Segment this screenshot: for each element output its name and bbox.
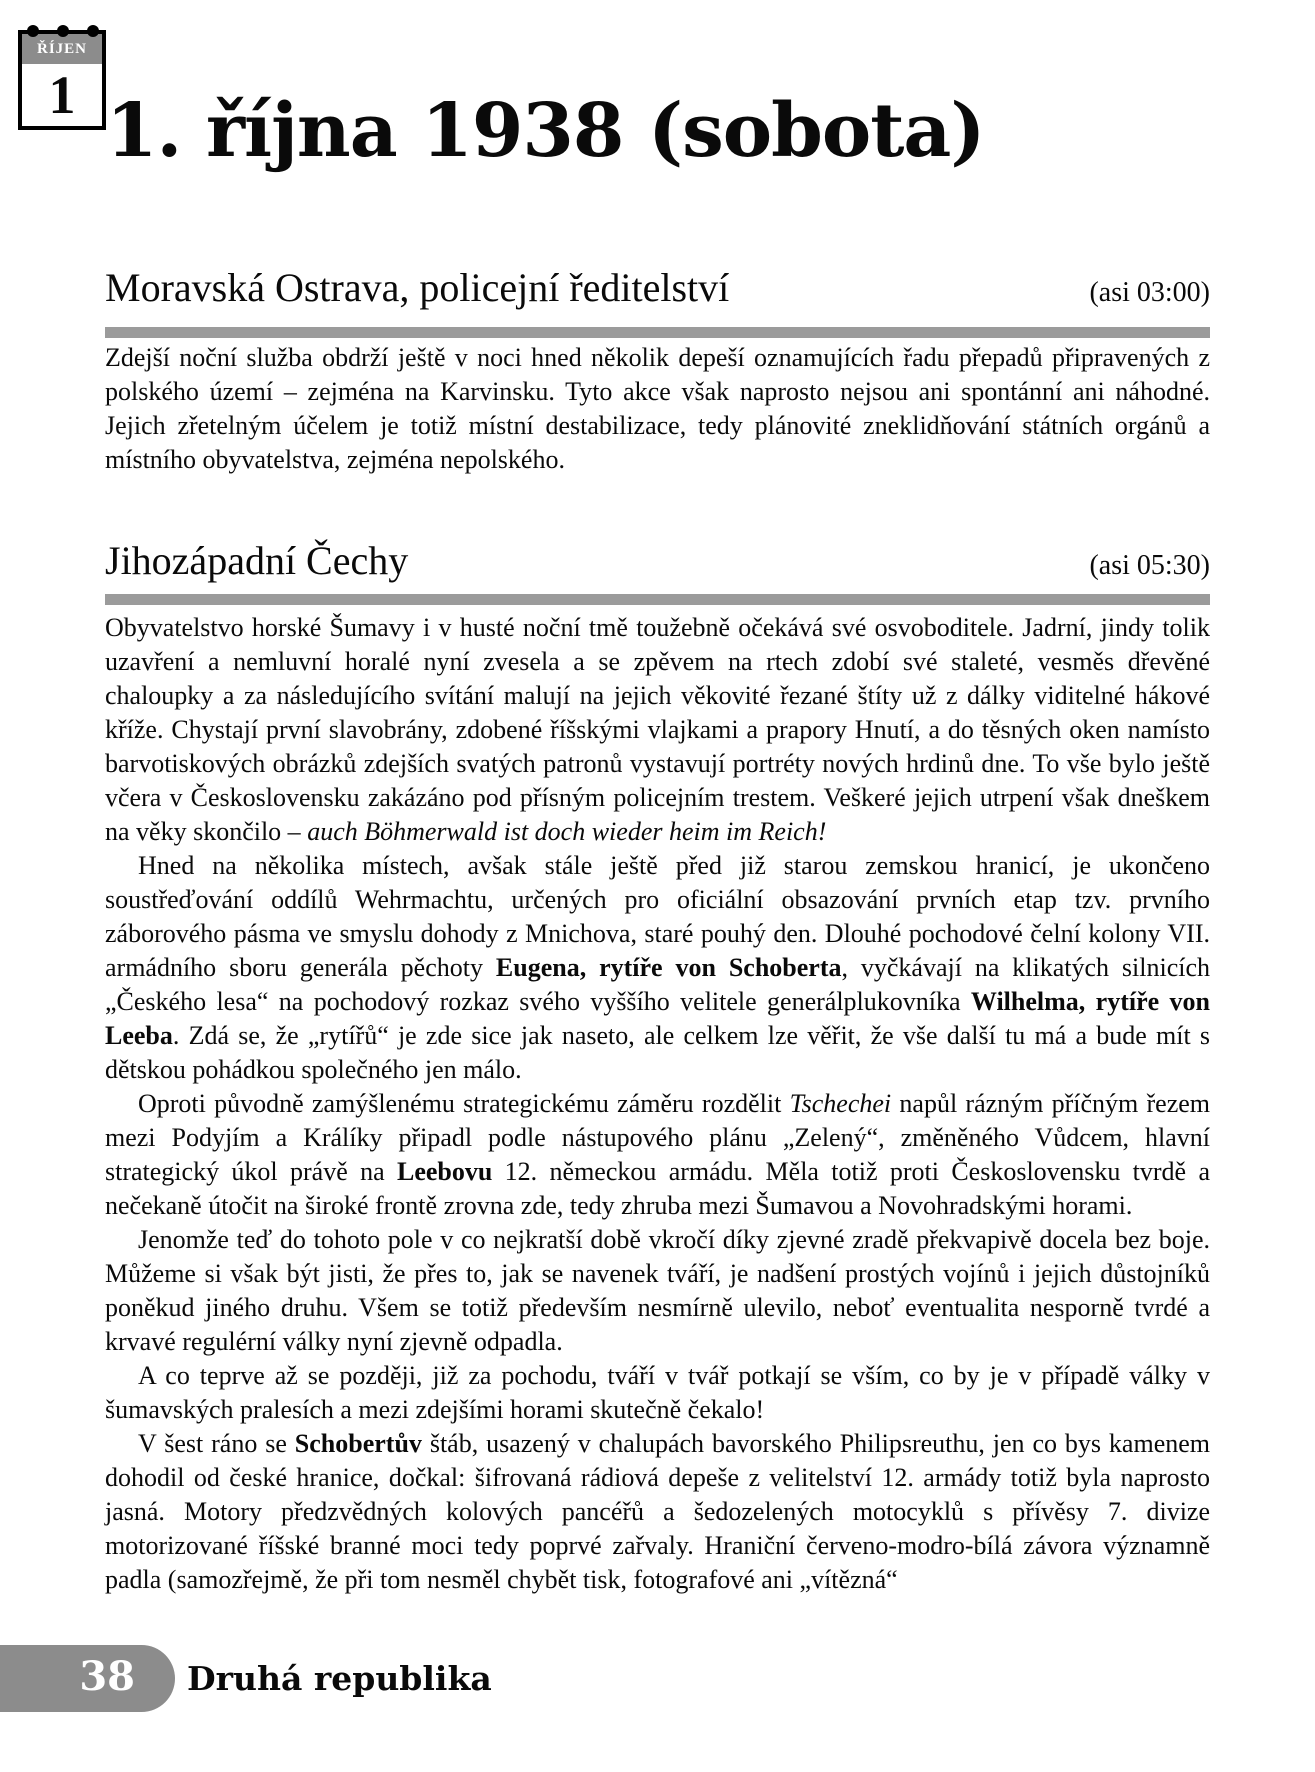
section-heading: Jihozápadní Čechy [105,538,409,583]
calendar-pin-icon [27,25,39,37]
paragraph: V šest ráno se Schobertův štáb, usazený v chalupách bavorského Philipsreuthu, jen co bys kamenem dohodil od české hranice, dočkal: šifrovaná rádiová depeše z velitelství 12. armády totiž byla naprosto jasná. Motory předzvědných kolových pancéřů a šedozelených motocyklů s přívěsy 7. divize motorizované říšské branné moci tedy poprvé zařvaly. Hraniční červeno-modro-bílá závora významně padla (samozřejmě, že při tom nesměl chybět tisk, fotografové ani „vítězná“ [105,1429,1210,1594]
calendar-day-number: 1 [48,65,76,125]
paragraph: A co teprve až se později, již za pochodu, tváří v tvář potkají se vším, co by je v případě války v šumavských pralesích a mezi zdejšími horami skutečně čekalo! [105,1361,1210,1424]
section-body [105,341,1210,477]
paragraph: Zdejší noční služba obdrží ještě v noci hned několik depeší oznamujících řadu přepadů připravených z polského území – zejména na Karvinsku. Tyto akce však naprosto nejsou ani spontánní ani náhodné. Jejich zřetelným účelem je totiž místní destabilizace, tedy plánovité zneklidňování státních orgánů a místního obyvatelstva, zejména nepolského. [105,343,1210,474]
section-rule [105,594,1210,605]
section-rule [105,327,1210,338]
footer-book-title: Druhá republika [187,1659,492,1698]
calendar-icon [18,30,106,130]
section-heading-row [105,539,1210,588]
section-heading-row [105,266,1210,315]
section-heading: Moravská Ostrava, policejní ředitelství [105,265,730,310]
paragraph: Jenomže teď do tohoto pole v co nejkratší době vkročí díky zjevné zradě překvapivě docela bez boje. Můžeme si však být jisti, že přes to, jak se navenek tváří, je nadšení prostých vojínů i jejich důstojníků poněkud jiného druhu. Všem se totiž především nesmírně ulevilo, neboť eventualita nesporně tvrdé a krvavé regulérní války nyní zjevně odpadla. [105,1225,1210,1356]
section-time: (asi 05:30) [1089,550,1210,581]
page-number-tab [0,1645,175,1712]
page-number: 38 [79,1653,135,1700]
calendar-pin-icon [57,25,69,37]
calendar-month-label: ŘÍJEN [22,34,102,64]
paragraph: Obyvatelstvo horské Šumavy i v husté noční tmě toužebně očekává své osvoboditele. Jadrní, jindy tolik uzavření a nemluvní horalé nyní zvesela a se zpěvem na rtech zdobí své staleté, vesměs dřevěné chaloupky a za následujícího svítání malují na jejich věkovité řezané štíty už z dálky viditelné hákové kříže. Chystají první slavobrány, zdobené říšskými vlajkami a prapory Hnutí, a do těsných oken namísto barvotiskových obrázků zdejších svatých patronů vystavují portréty nových hrdinů dne. To vše bylo ještě včera v Československu zakázáno pod přísným policejním trestem. Veškeré jejich utrpení však dneškem na věky skončilo – auch Böhmerwald ist doch wieder heim im Reich! [105,613,1210,846]
page-title: 1. října 1938 (sobota) [106,88,985,174]
calendar-pin-icon [87,25,99,37]
paragraph: Hned na několika místech, avšak stále ještě před již starou zemskou hranicí, je ukončeno soustřeďování oddílů Wehrmachtu, určených pro oficiální obsazování prvních etap tzv. prvního záborového pásma ve smyslu dohody z Mnichova, staré pouhý den. Dlouhé pochodové čelní kolony VII. armádního sboru generála pěchoty Eugena, rytíře von Schoberta, vyčkávají na klikatých silnicích „Českého lesa“ na pochodový rozkaz svého vyššího velitele generálplukovníka Wilhelma, rytíře von Leeba. Zdá se, že „rytířů“ je zde sice jak naseto, ale celkem lze věřit, že vše další tu má a bude mít s dětskou pohádkou společného jen málo. [105,851,1211,1084]
paragraph: Oproti původně zamýšlenému strategickému záměru rozdělit Tschechei napůl rázným příčným řezem mezi Podyjím a Králíky připadl podle nástupového plánu „Zelený“, změněného Vůdcem, hlavní strategický úkol právě na Leebovu 12. německou armádu. Měla totiž proti Československu tvrdě a nečekaně útočit na široké frontě zrovna zde, tedy zhruba mezi Šumavou a Novohradskými horami. [105,1089,1210,1220]
section-time: (asi 03:00) [1089,277,1210,308]
section-body [105,611,1210,1597]
